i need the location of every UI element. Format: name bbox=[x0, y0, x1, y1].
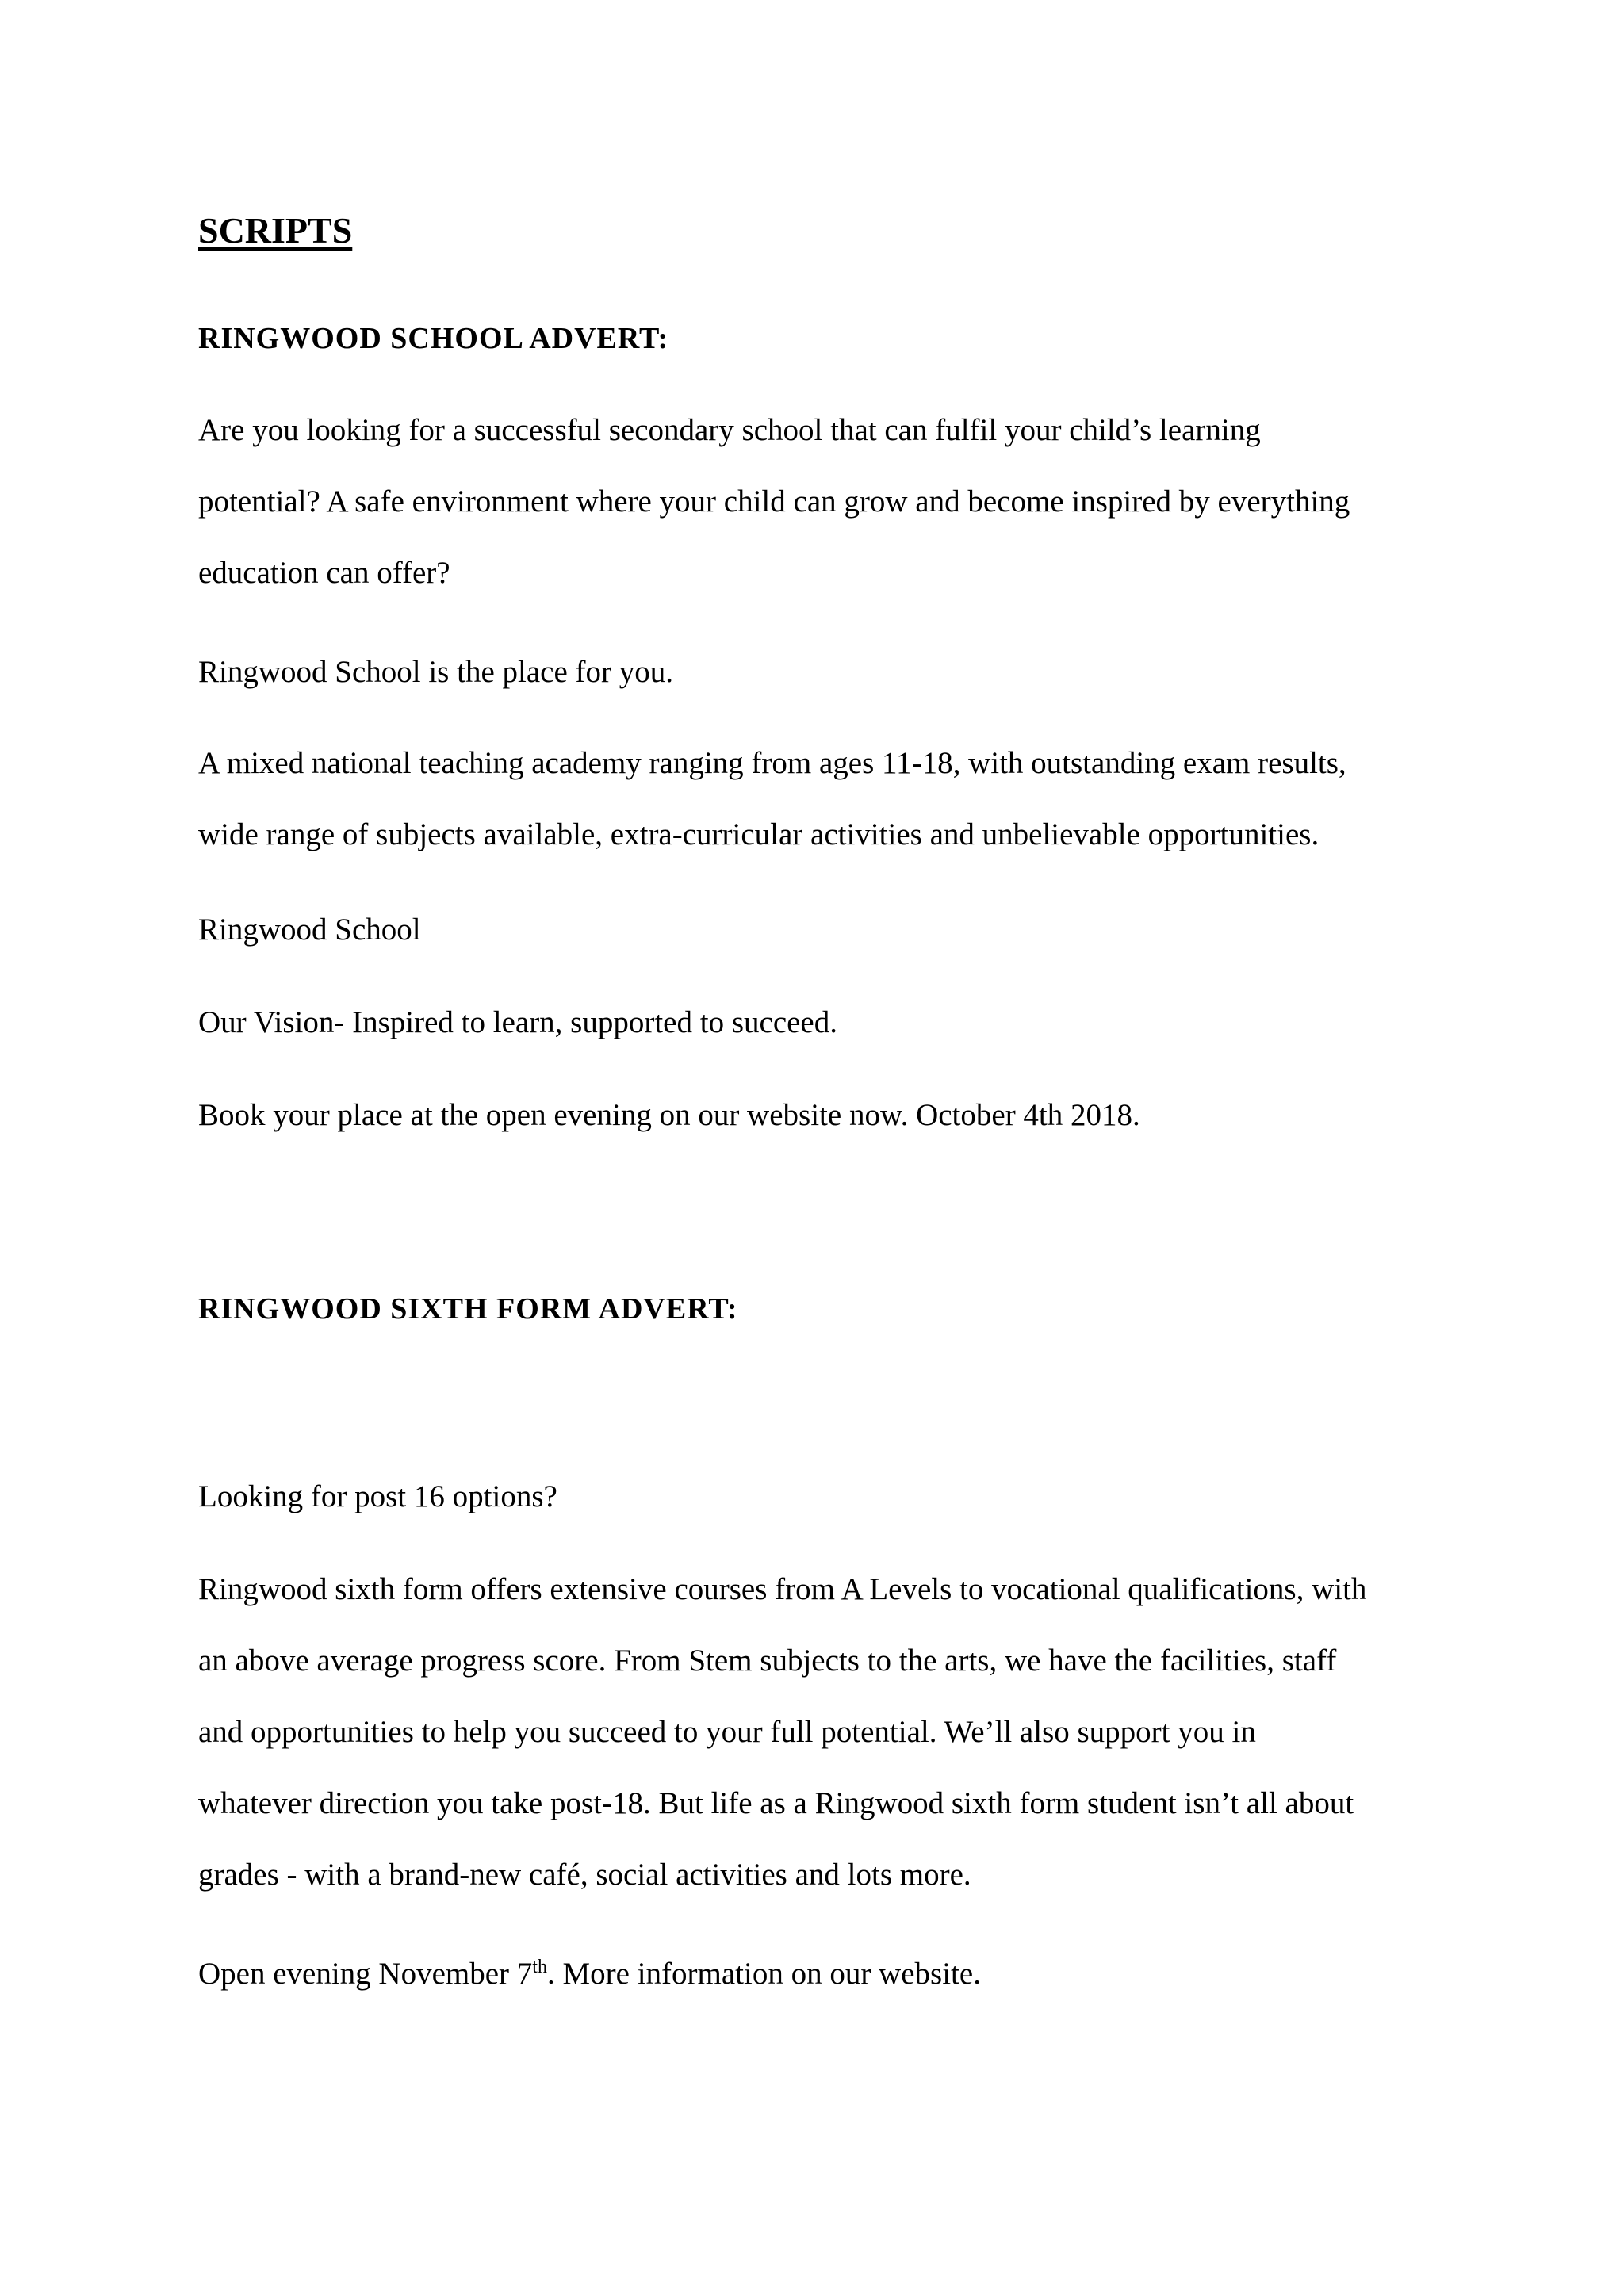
sixth-form-body-paragraph bbox=[198, 1554, 1451, 1911]
open-evening-ordinal-suffix: th bbox=[532, 1957, 547, 1977]
school-advert-heading: RINGWOOD SCHOOL ADVERT: bbox=[198, 322, 669, 355]
paragraph-line: Ringwood sixth form offers extensive courses from A Levels to vocational qualifications, with bbox=[198, 1572, 1367, 1606]
paragraph-line: whatever direction you take post-18. But life as a Ringwood sixth form student isn’t all about bbox=[198, 1786, 1354, 1820]
sixth-form-question-line: Looking for post 16 options? bbox=[198, 1479, 557, 1513]
school-vision-line: Our Vision- Inspired to learn, supported to succeed. bbox=[198, 1005, 837, 1039]
document-title: SCRIPTS bbox=[198, 210, 353, 251]
school-name-line: Ringwood School bbox=[198, 913, 421, 947]
paragraph-line: wide range of subjects available, extra-curricular activities and unbelievable opportunities. bbox=[198, 817, 1320, 851]
school-place-line: Ringwood School is the place for you. bbox=[198, 655, 673, 689]
paragraph-line: Are you looking for a successful secondary school that can fulfil your child’s learning bbox=[198, 413, 1261, 447]
school-intro-paragraph bbox=[198, 395, 1451, 609]
school-academy-paragraph bbox=[198, 728, 1451, 871]
school-booking-line: Book your place at the open evening on our website now. October 4th 2018. bbox=[198, 1098, 1140, 1132]
open-evening-suffix: . More information on our website. bbox=[546, 1957, 981, 1991]
sixth-form-open-evening-line bbox=[198, 1958, 981, 1989]
sixth-form-advert-heading: RINGWOOD SIXTH FORM ADVERT: bbox=[198, 1292, 738, 1326]
paragraph-line: A mixed national teaching academy ranging from ages 11-18, with outstanding exam results, bbox=[198, 746, 1346, 780]
paragraph-line: potential? A safe environment where your child can grow and become inspired by everything bbox=[198, 484, 1350, 519]
paragraph-line: an above average progress score. From Stem subjects to the arts, we have the facilities, staff bbox=[198, 1644, 1337, 1678]
paragraph-line: education can offer? bbox=[198, 556, 450, 590]
paragraph-line: and opportunities to help you succeed to your full potential. We’ll also support you in bbox=[198, 1715, 1256, 1749]
open-evening-prefix: Open evening November 7 bbox=[198, 1957, 533, 1991]
paragraph-line: grades - with a brand-new café, social activities and lots more. bbox=[198, 1858, 971, 1892]
